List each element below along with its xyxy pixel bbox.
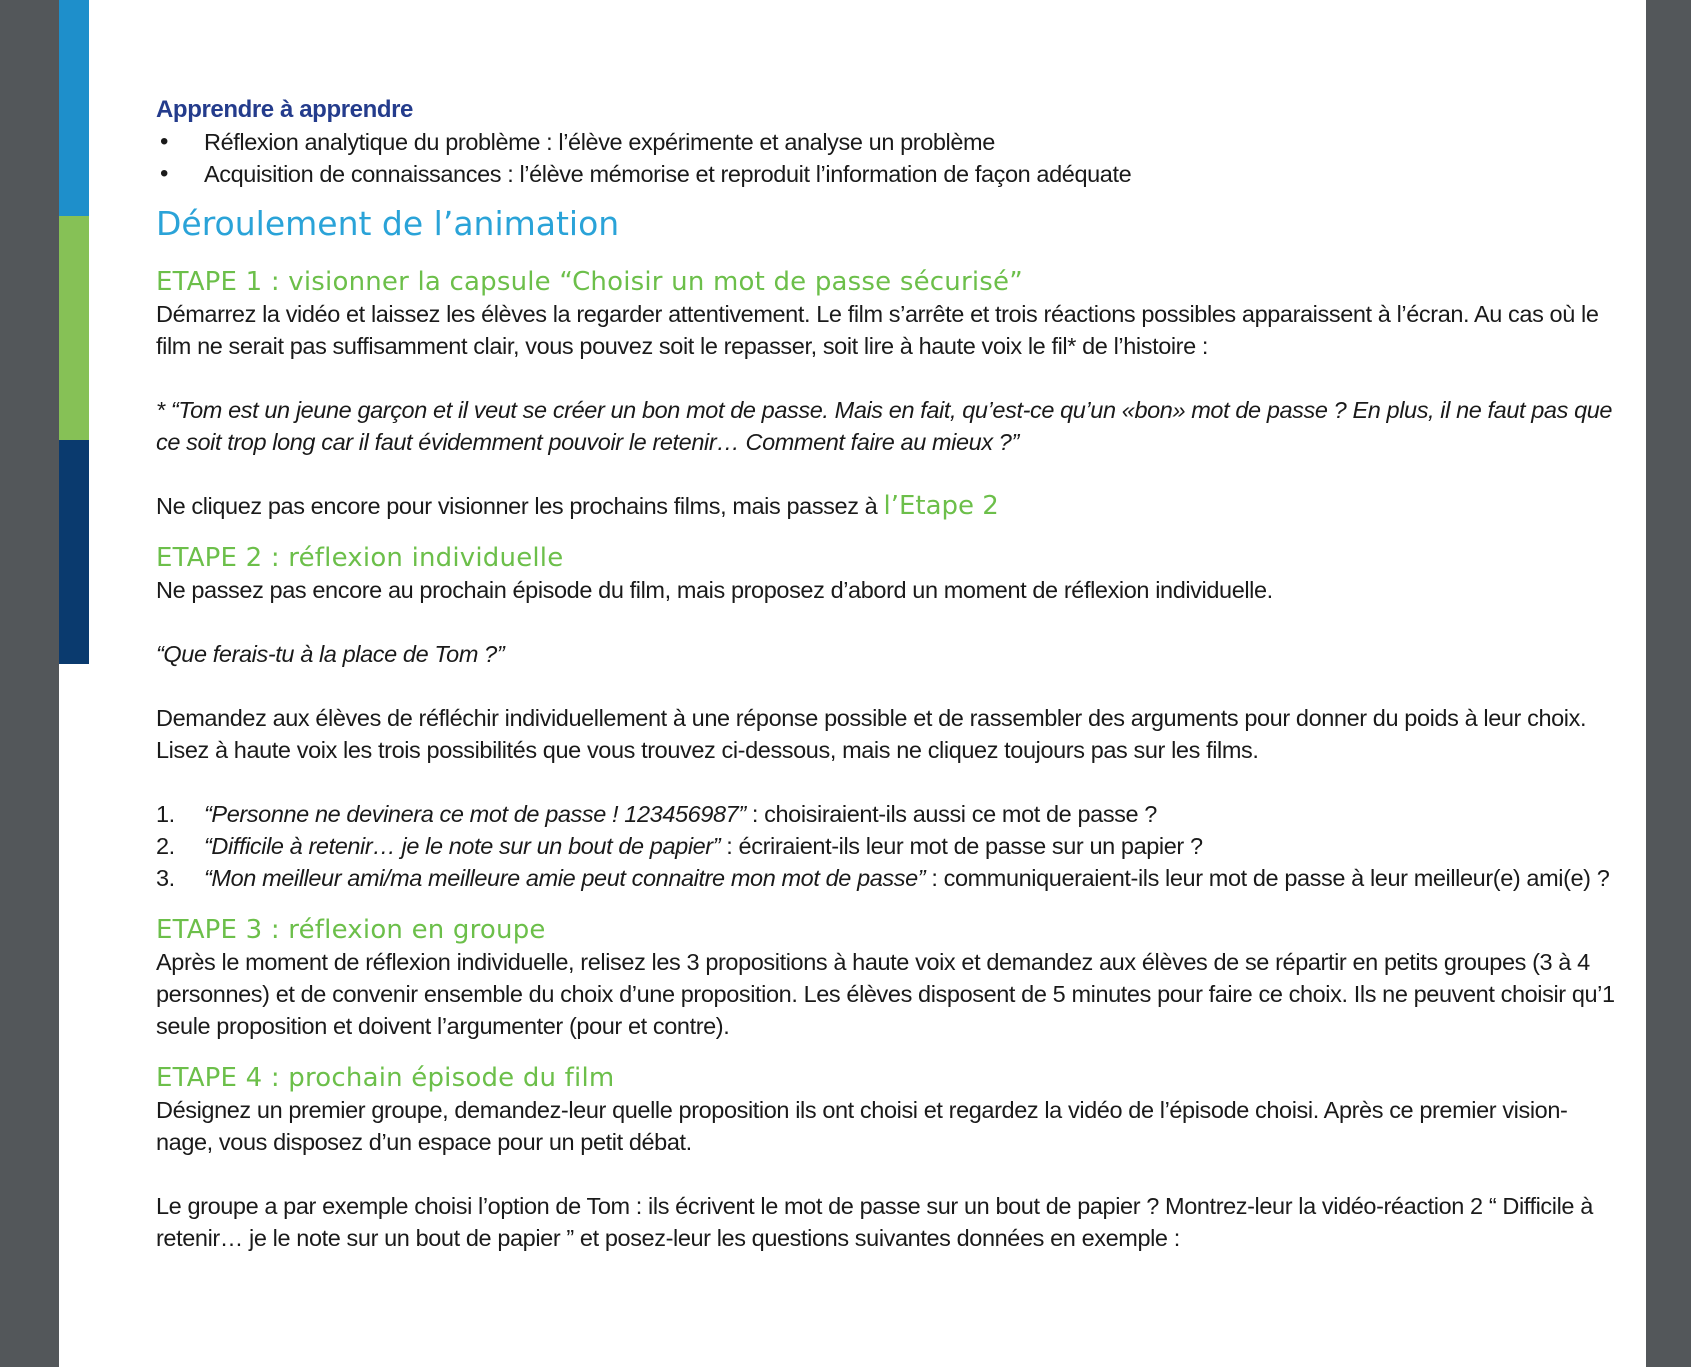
step2-question: “Que ferais-tu à la place de Tom ?”	[156, 641, 505, 667]
option-quote: “Mon meilleur ami/ma meilleure amie peut connaitre mon mot de passe”	[204, 865, 926, 891]
step3-paragraph: Après le moment de réflexion individuelle, relisez les 3 propositions à haute voix et demandez aux élèves de se répartir en petits groupes (3 à 4 personnes) et de convenir ensemble du choix d’une proposition. Les élèves disposent de 5 minutes pour faire ce choix. Ils ne peuvent choisir qu’1 seule proposition et doivent l’argumenter (pour et contre).	[156, 949, 1615, 1039]
option-number: 3.	[156, 865, 175, 891]
side-stripe-blue	[59, 0, 89, 216]
step1-next-line	[156, 490, 1616, 522]
option-number: 1.	[156, 801, 175, 827]
step2-paragraph: Ne passez pas encore au prochain épisode du film, mais proposez d’abord un moment de réflexion individuelle.	[156, 577, 1273, 603]
option-text: : communiqueraient-ils leur mot de passe à leur meilleur(e) ami(e) ?	[925, 865, 1610, 891]
option-text: : choisiraient-ils aussi ce mot de passe ?	[745, 801, 1157, 827]
list-item	[156, 798, 1616, 830]
list-item	[156, 862, 1616, 894]
bullet-icon: •	[160, 128, 169, 155]
bullet-icon: •	[160, 160, 169, 187]
option-number: 2.	[156, 833, 175, 859]
section-title: Déroulement de l’animation	[156, 204, 620, 243]
step3-title: ETAPE 3 : réflexion en groupe	[156, 915, 546, 945]
side-stripe-green	[59, 216, 89, 440]
step1-paragraph: Démarrez la vidéo et laissez les élèves la regarder attentivement. Le film s’arrête et trois réactions possibles apparaissent à l’écran. Au cas où le film ne serait pas suffisamment clair, vous pouvez soit le repasser, soit lire à haute voix le fil* de l’histoire :	[156, 301, 1599, 359]
option-text: : écriraient-ils leur mot de passe sur un papier ?	[720, 833, 1203, 859]
learn-bullet-list	[156, 126, 1616, 190]
learn-heading: Apprendre à apprendre	[156, 96, 413, 123]
step2-paragraph-2: Demandez aux élèves de réfléchir individuellement à une réponse possible et de rassembler des arguments pour donner du poids à leur choix. Lisez à haute voix les trois possibilités que vous trouvez ci-dessous, mais ne cliquez toujours pas sur les films.	[156, 705, 1587, 763]
step4-paragraph-2: Le groupe a par exemple choisi l’option de Tom : ils écrivent le mot de passe sur un bout de papier ? Montrez-leur la vidéo-réaction 2 “ Difficile à retenir… je le note sur un bout de papier ” et posez-leur les questions suivantes données en exemple :	[156, 1193, 1593, 1251]
bullet-text: Réflexion analytique du problème : l’élève expérimente et analyse un problème	[204, 129, 995, 155]
step2-options-list	[156, 798, 1616, 894]
step1-next-text: Ne cliquez pas encore pour visionner les prochains films, mais passez à	[156, 493, 884, 519]
step4-title: ETAPE 4 : prochain épisode du film	[156, 1063, 615, 1093]
list-item	[156, 830, 1616, 862]
step1-title: ETAPE 1 : visionner la capsule “Choisir un mot de passe sécurisé”	[156, 267, 1023, 297]
step2-title: ETAPE 2 : réflexion individuelle	[156, 543, 564, 573]
step2-link[interactable]: l’Etape 2	[883, 491, 999, 521]
page-content	[156, 94, 1616, 1254]
document-page	[59, 0, 1646, 1367]
option-quote: “Difficile à retenir… je le note sur un bout de papier”	[204, 833, 721, 859]
bullet-text: Acquisition de connaissances : l’élève mémorise et reproduit l’information de façon adéquate	[204, 161, 1132, 187]
step1-story-quote: * “Tom est un jeune garçon et il veut se créer un bon mot de passe. Mais en fait, qu’est-ce qu’un «bon» mot de passe ? En plus, il ne faut pas que ce soit trop long car il faut évidemment pouvoir le retenir… Comment faire au mieux ?”	[156, 397, 1613, 455]
step4-paragraph: Désignez un premier groupe, demandez-leur quelle proposition ils ont choisi et regardez la vidéo de l’épisode choisi. Après ce premier vision-nage, vous disposez d’un espace pour un petit débat.	[156, 1097, 1568, 1155]
list-item	[156, 126, 1616, 158]
side-stripe-navy	[59, 440, 89, 664]
list-item	[156, 158, 1616, 190]
option-quote: “Personne ne devinera ce mot de passe ! 123456987”	[204, 801, 746, 827]
